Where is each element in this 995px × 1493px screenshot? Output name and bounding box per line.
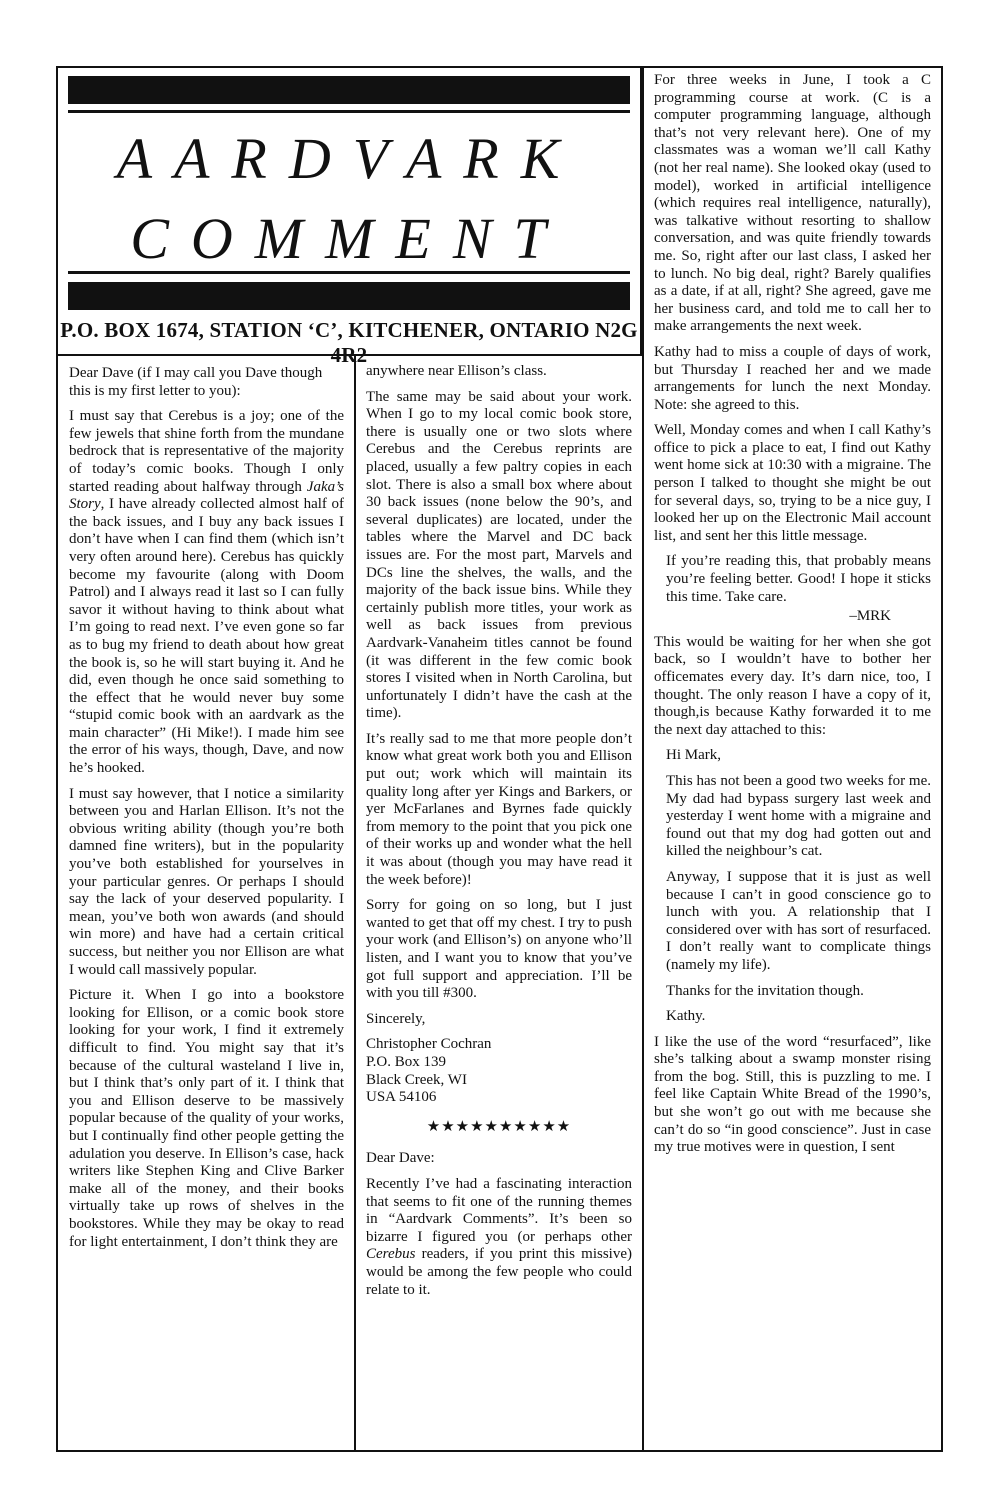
signature-name: Christopher Cochran [366,1036,492,1053]
masthead-top-bar [68,76,630,104]
letter1-paragraph-1: I must say that Cerebus is a joy; one of the few jewels that shine forth from the mundane bedrock that is representative of the majority of today’s comic books. Though I only started reading about halfway through Jaka’s Story, I have already collected almost half of the back issues, and I buy any back issues I don’t have when I can find them (which isn’t very often around here). Cerebus has quickly become my favourite (along with Doom Patrol) and I always read it last so I can fully savor it without having to think about what I’m going to read next. I’ve even gone so far as to bug my friend to death about how great the book is, so he will start buying it. And he did, even though he once said something to the effect that he would never buy some “stupid comic book with an aardvark as the main character” (Hi Mike!). I made him see the error of his ways, though, Dave, and now he’s hooked. [69,408,344,777]
mailing-address: P.O. BOX 1674, STATION ‘C’, KITCHENER, ONTARIO N2G 4R2 [60,318,638,367]
letter2-paragraph-5: This would be waiting for her when she got back, so I wouldn’t have to bother her officemates every day. It’s darn nice, too, I thought. The only reason I have a copy of it, though,is because Kathy forwarded it to me the next day attached to this: [654,633,931,738]
email-message-2-greeting: Hi Mark, [666,747,721,764]
email-message-2-signature: Kathy. [666,1008,706,1025]
letter1-paragraph-5: It’s really sad to me that more people don’t know what great work both you and Ellison put out; work which will maintain its quality long after yer Kings and Barkers, or yer McFarlanes and Byrnes fade quickly from memory to the point that you pick one of their works up and wonder what the hell it was about (though you may have read it the week before)! [366,730,632,888]
letter1-paragraph-3: Picture it. When I go into a bookstore looking for Ellison, or a comic book store looking for your work, I find it extremely difficult to find. You might say that it’s because of the cultural wasteland I live in, but I think that’s only part of it. I think that you and Ellison deserve to be massively popular because of the quality of your works, but I continually find other people getting the adulation you deserve. In Ellison’s case, hack writers like Stephen King and Clive Barker make all of the money, and their books virtually take up rows of shelves in the bookstores. While they may be okay to read for light entertainment, I don’t think they are [69,987,344,1250]
letter1-paragraph-3-continued: anywhere near Ellison’s class. [366,363,547,379]
email-message-1-signature: –MRK [849,608,891,625]
column-2 [356,355,642,1452]
masthead [56,66,642,356]
letter1-paragraph-4: The same may be said about your work. When I go to my local comic book store, there is usually one or two slots where Cerebus and the Cerebus reprints are placed, usually a few paltry copies in each slot. There is also a small box where about 30 back issues (none below the 90’s, and several duplicates) are located, under the tables where the Marvel and DC back issues are. For the most part, Marvels and DCs line the shelves, the walls, and the majority of the back issue bins. While they certainly publish more titles, your work as well as back issues from previous Aardvark-Vanaheim titles cannot be found (it was different in the few comic book stores I visited when in North Carolina, but unfortunately I didn’t have the cash at the time). [366,388,632,722]
masthead-bottom-bar [68,282,630,310]
email-message-1: If you’re reading this, that probably means you’re feeling better. Good! I hope it sticks this time. Take care. [666,553,931,605]
book-title-cerebus: Cerebus [366,1246,416,1263]
column-1 [56,355,356,1452]
signature-city: Black Creek, WI [366,1071,467,1088]
letter2-paragraph-3: Kathy had to miss a couple of days of work, but Thursday I reached her and we made arrangements for lunch the next Monday. Note: she agreed to this. [654,343,931,413]
letter2-salutation: Dear Dave: [366,1150,435,1167]
letter1-paragraph-6: Sorry for going on so long, but I just wanted to get that off my chest. I try to push your work (and Ellison’s) on anyone who’ll listen, and I want you to know that you’ve got full support and appreciation. I’ll be with you till #300. [366,897,632,1002]
masthead-rule-top [68,110,630,113]
letter2-paragraph-1: Recently I’ve had a fascinating interaction that seems to fit one of the running themes in “Aardvark Comments”. It’s been so bizarre I figured you (or perhaps other Cerebus readers, if you print this missive) would be among the few people who could relate to it. [366,1175,632,1298]
letter-separator: ★★★★★★★★★★ [426,1118,572,1135]
email-message-2-paragraph-3: Thanks for the invitation though. [666,982,864,999]
email-message-2-paragraph-2: Anyway, I suppose that it is just as well because I can’t in good conscience go to lunch with you. A relationship that I considered over with has sort of resurfaced. I don’t really want to complicate things (namely my life). [666,868,931,973]
signature-po-box: P.O. Box 139 [366,1053,447,1070]
letter2-paragraph-2: For three weeks in June, I took a C programming course at work. (C is a computer programming language, although that’s not very relevant here). One of my classmates was a woman we’ll call Kathy (not her real name). She looked okay (used to model), worked in artificial intelligence (which requires real intelligence, naturally), was talkative without resorting to shallow conversation, and was quite friendly towards me. So, right after our last class, I asked her to lunch. No big deal, right? Barely qualifies as a date, if at all, right? She agreed, gave me her business card, and told me to call her to make arrangements the next week. [654,72,931,335]
signature-country: USA 54106 [366,1089,437,1106]
letter1-closing: Sincerely, [366,1010,426,1027]
email-message-2-paragraph-1: This has not been a good two weeks for me. My dad had bypass surgery last week and yesterday I went home with a migraine and found out that my dog had gotten out and killed the neighbour’s cat. [666,772,931,860]
masthead-rule-bottom [68,271,630,274]
title-comment: COMMENT [130,206,568,271]
letter1-signature [366,1036,632,1106]
title-aardvark: AARDVARK [116,126,582,191]
letter1-paragraph-2: I must say however, that I notice a similarity between you and Harlan Ellison. It’s not the obvious writing ability (though you’re both damned fine writers), but in the popularity you’ve both established for yourselves in your particular genres. Or perhaps I should say the lack of your deserved popularity. I mean, you’ve both won awards (and should win more) and have had a certain critical success, but neither you nor Ellison are what I would call massively popular. [69,785,344,978]
letter2-paragraph-6: I like the use of the word “resurfaced”, like she’s talking about a swamp monster rising from the bog. Still, this is puzzling to me. I feel like Captain White Bread of the 1990’s, but she won’t go out with me because she can’t do so “in good conscience”. Just in case my true motives were in question, I sent [654,1033,931,1156]
letter1-salutation: Dear Dave (if I may call you Dave though this is my first letter to you): [69,365,323,399]
book-title-jakas-story: Jaka’s Story [69,478,344,513]
column-3 [642,66,943,1452]
letter2-paragraph-4: Well, Monday comes and when I call Kathy’s office to pick a place to eat, I find out Kathy went home sick at 10:30 with a migraine. The person I talked to thought she might be out for several days, so, trying to be a nice guy, I looked her up on the Electronic Mail account list, and sent her this little message. [654,422,931,544]
